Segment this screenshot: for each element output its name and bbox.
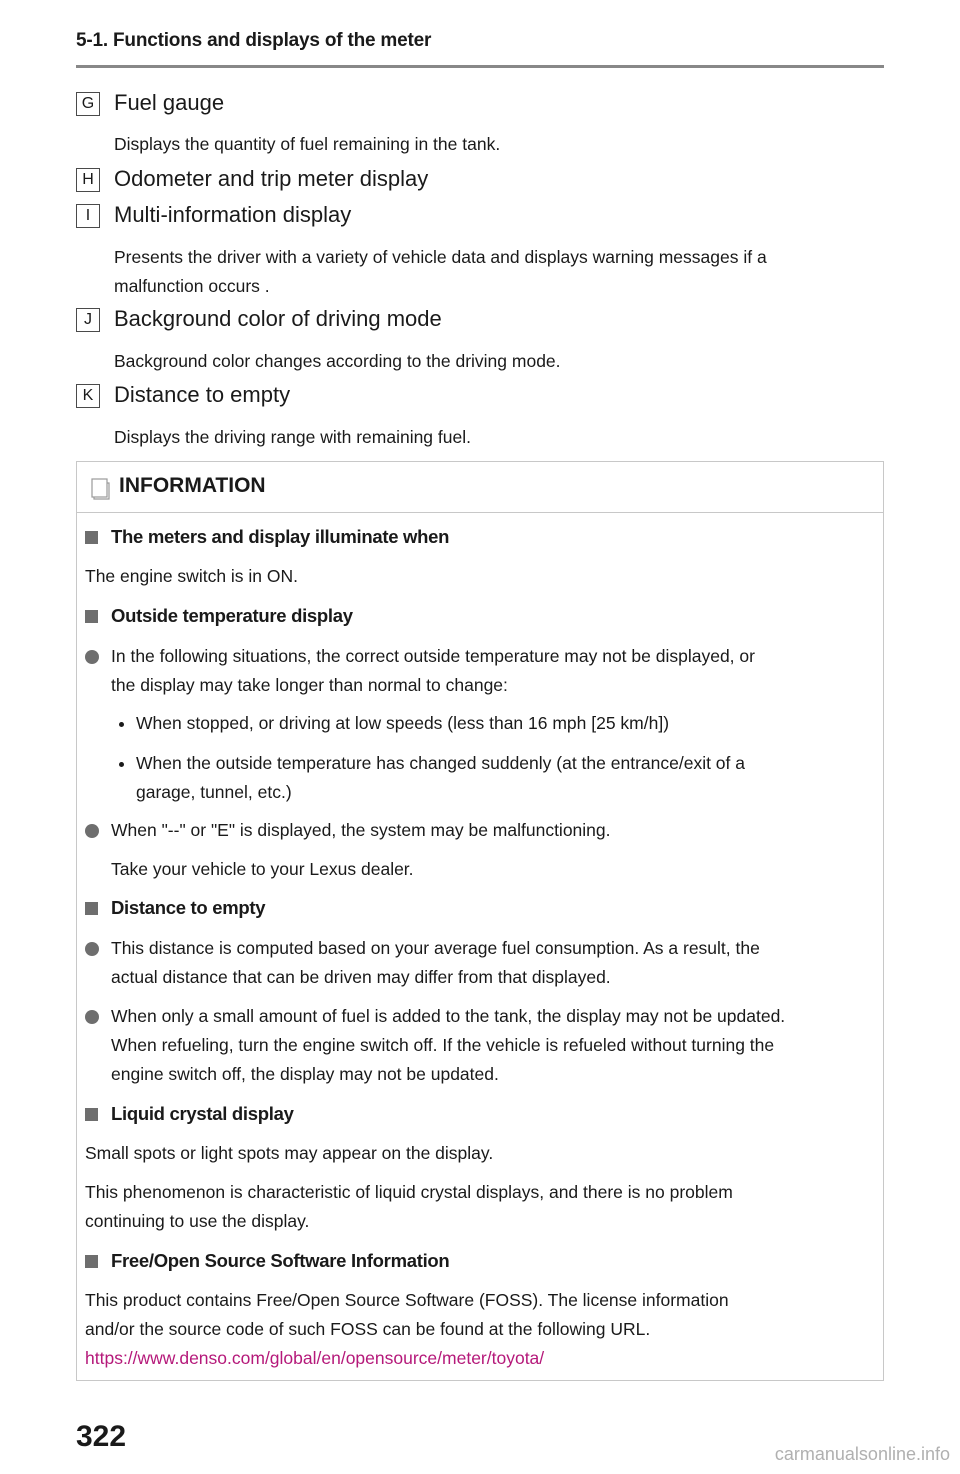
dot-bullet-icon [119,762,124,767]
section-heading: Liquid crystal display [85,1099,875,1128]
square-bullet-icon [85,1255,98,1268]
item-badge: J [76,308,100,332]
circle-bullet-icon [85,1010,99,1024]
page-number: 322 [76,1420,127,1453]
item-description: Background color changes according to the driving mode. [114,351,561,371]
section-heading: Free/Open Source Software Information [85,1246,875,1275]
paragraph: and/or the source code of such FOSS can be found at the following URL. [85,1319,651,1339]
item-title: Multi-information display [114,202,352,227]
item-badge: H [76,168,100,192]
circle-bullet-icon [85,942,99,956]
item-title: Distance to empty [114,382,291,407]
item-description: Displays the driving range with remaining fuel. [114,427,471,447]
square-bullet-icon [85,531,98,544]
information-title: INFORMATION [119,474,266,497]
dot-bullet-icon [119,722,124,727]
circle-bullet-icon [85,650,99,664]
memo-icon [91,478,111,505]
foss-url-link[interactable]: https://www.denso.com/global/en/opensource/meter/toyota/ [85,1348,545,1368]
information-box: INFORMATION The meters and display illuminate when The engine switch is in ON. Outside temperature display In the following situations, the correct outside temperature may not be displayed, or the display may take longer than normal to change: When stopped, or driving at low speeds (less than 16 mph [25 km/h]) When the outside temperature has changed suddenly (at the entrance/exit of a garage, tunnel, etc.) When "--" or "E" is displayed, the system may be malfunctioning. Take your vehicle to your Lexus dealer. Distance to empty This distance is computed based on your average fuel consumption. As a result, the actual distance that can be driven may differ from that displayed. When only a small amount of fuel is added to the tank, the display may not be updated. When refueling, turn the engine switch off. If the vehicle is refueled without turning the engine switch off, the display may not be updated. Liquid crystal display Small spots or light spots may appear on the display. This phenomenon is characteristic of liquid crystal displays, and there is no problem continuing to use the display. Free/Open Source Software Information This product contains Free/Open Source Software (FOSS). The license information and/or the source code of such FOSS can be found at the following URL. https://www.denso.com/global/en/opensource/meter/toyota/ [76,461,884,1381]
section-heading: Distance to empty [85,893,875,922]
section-header: 5-1. Functions and displays of the meter [76,30,432,51]
item-description: Presents the driver with a variety of vehicle data and displays warning messages if a [114,247,767,267]
item-badge: I [76,204,100,228]
item-title: Odometer and trip meter display [114,166,429,191]
paragraph: This product contains Free/Open Source Software (FOSS). The license information [85,1290,729,1310]
item-title: Background color of driving mode [114,306,442,331]
item-title: Fuel gauge [114,90,225,115]
section-heading: The meters and display illuminate when [85,522,875,551]
header-divider [76,65,884,68]
square-bullet-icon [85,902,98,915]
square-bullet-icon [85,1108,98,1121]
item-description: malfunction occurs . [114,276,270,296]
paragraph: This phenomenon is characteristic of liquid crystal displays, and there is no problem [85,1182,733,1202]
watermark: carmanualsonline.info [774,1444,950,1464]
circle-bullet-icon [85,824,99,838]
item-description: Displays the quantity of fuel remaining in the tank. [114,134,501,154]
item-badge: G [76,92,100,116]
information-header [77,462,883,513]
section-heading: Outside temperature display [85,601,875,630]
paragraph: continuing to use the display. [85,1211,310,1231]
paragraph: The engine switch is in ON. [85,566,299,586]
paragraph: Small spots or light spots may appear on the display. [85,1143,494,1163]
item-badge: K [76,384,100,408]
square-bullet-icon [85,610,98,623]
